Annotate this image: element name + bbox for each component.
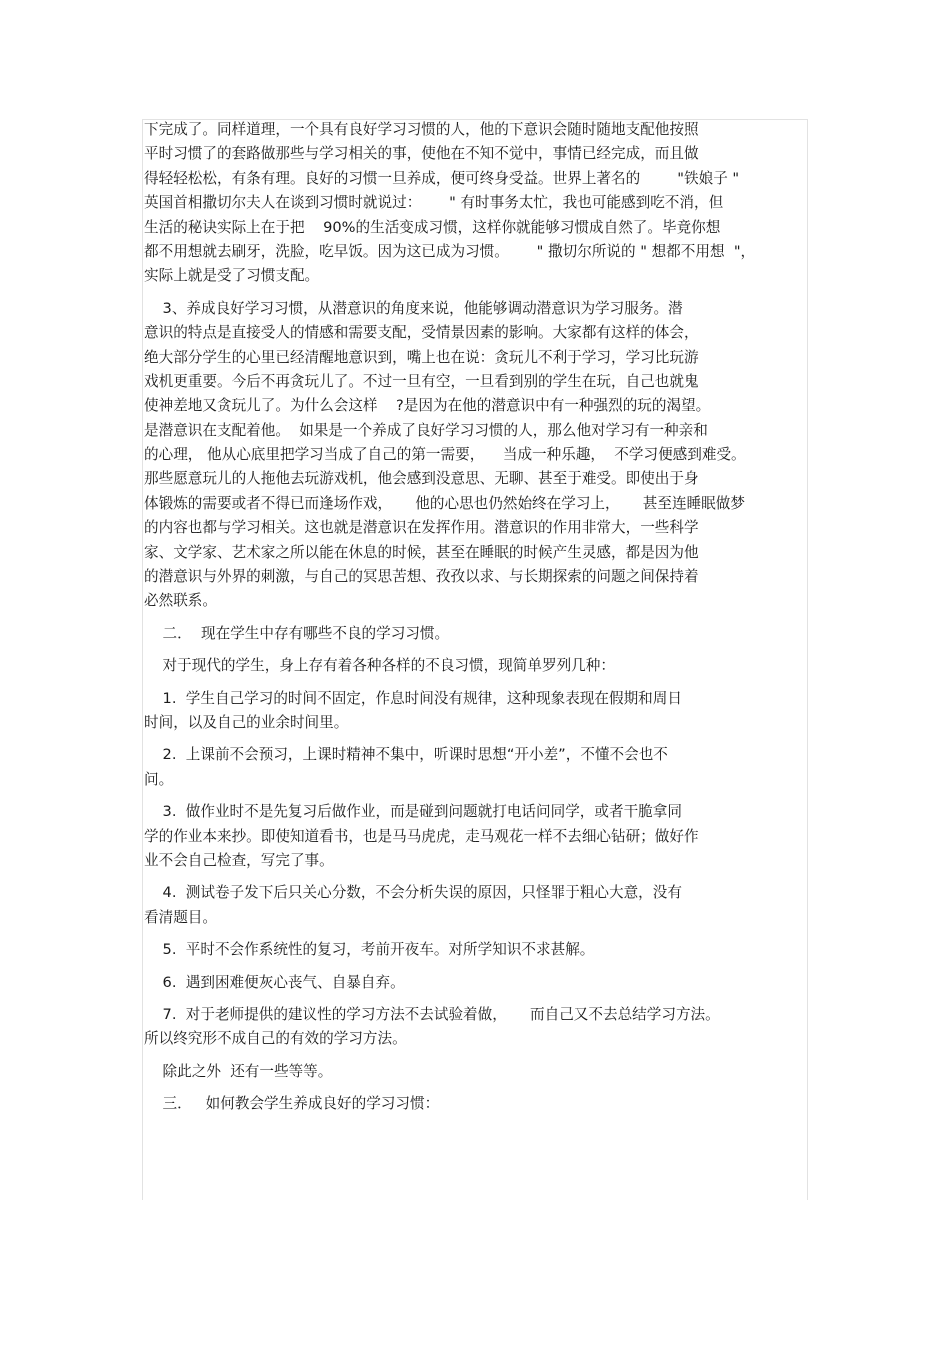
paragraph (144, 687, 808, 736)
text-line: 使神差地又贪玩儿了。为什么会这样 ?是因为在他的潜意识中有一种强烈的玩的渴望。 (144, 397, 711, 415)
text-line: 戏机更重要。今后不再贪玩儿了。不过一旦有空，一旦看到别的学生在玩，自己也就鬼 (144, 372, 699, 390)
text-line: 家、文学家、艺术家之所以能在休息的时候，甚至在睡眠的时候产生灵感，都是因为他 (144, 543, 699, 561)
text-line: 下完成了。同样道理，一个具有良好学习习惯的人，他的下意识会随时随地支配他按照 (144, 121, 699, 138)
paragraph (144, 118, 808, 289)
text-line: 那些愿意玩儿的人拖他去玩游戏机，他会感到没意思、无聊、甚至于难受。即使出于身 (144, 470, 699, 488)
text-line: 实际上就是受了习惯支配。 (144, 267, 320, 285)
document-body (144, 118, 808, 1124)
text-line: 是潜意识在支配着他。 如果是一个养成了良好学习习惯的人，那么他对学习有一种亲和 (144, 421, 708, 439)
paragraph (144, 654, 808, 678)
text-line: 意识的特点是直接受人的情感和需要支配，受情景因素的影响。大家都有这样的体会， (144, 324, 699, 342)
paragraph (144, 622, 808, 646)
text-line: 1. 学生自己学习的时间不固定，作息时间没有规律，这种现象表现在假期和周日 (144, 689, 682, 707)
paragraph (144, 800, 808, 873)
text-line: 3、养成良好学习习惯，从潜意识的角度来说，他能够调动潜意识为学习服务。潜 (144, 299, 683, 317)
text-line: 的心理， 他从心底里把学习当成了自己的第一需要， 当成一种乐趣， 不学习便感到难受。 (144, 446, 746, 464)
paragraph (144, 1003, 808, 1052)
text-line: 英国首相撒切尔夫人在谈到习惯时就说过： " 有时事务太忙，我也可能感到吃不消，但 (144, 194, 724, 212)
text-line: 的潜意识与外界的刺激，与自己的冥思苦想、孜孜以求、与长期探索的问题之间保持着 (144, 568, 699, 586)
text-line: 所以终究形不成自己的有效的学习方法。 (144, 1030, 407, 1048)
text-line: 4. 测试卷子发下后只关心分数，不会分析失误的原因，只怪罪于粗心大意，没有 (144, 884, 682, 902)
text-line: 5. 平时不会作系统性的复习，考前开夜车。对所学知识不求甚解。 (144, 941, 595, 959)
paragraph (144, 938, 808, 962)
text-line: 都不用想就去刷牙，洗脸，吃早饭。因为这已成为习惯。 " 撒切尔所说的 " 想都不用想 "， (144, 242, 756, 260)
text-line: 2. 上课前不会预习，上课时精神不集中，听课时思想“开小差”，不懂不会也不 (144, 746, 668, 764)
text-line: 问。 (144, 770, 174, 788)
text-line: 的内容也都与学习相关。这也就是潜意识在发挥作用。潜意识的作用非常大，一些科学 (144, 519, 699, 537)
paragraph (144, 971, 808, 995)
paragraph (144, 743, 808, 792)
text-line: 6. 遇到困难便灰心丧气、自暴自弃。 (144, 973, 405, 991)
text-line: 绝大部分学生的心里已经清醒地意识到，嘴上也在说：贪玩儿不利于学习，学习比玩游 (144, 348, 699, 366)
text-line: 看清题目。 (144, 908, 217, 926)
text-line: 除此之外 还有一些等等。 (144, 1062, 333, 1080)
text-line: 对于现代的学生，身上存有着各种各样的不良习惯，现简单罗列几种： (144, 657, 615, 675)
text-line: 7. 对于老师提供的建议性的学习方法不去试验着做， 而自己又不去总结学习方法。 (144, 1005, 720, 1023)
text-line: 体锻炼的需要或者不得已而逢场作戏， 他的心思也仍然始终在学习上， 甚至连睡眠做梦 (144, 494, 745, 512)
paragraph (144, 1060, 808, 1084)
text-line: 二． 现在学生中存有哪些不良的学习习惯。 (144, 624, 450, 642)
text-line: 必然联系。 (144, 592, 217, 610)
paragraph (144, 881, 808, 930)
text-line: 生活的秘诀实际上在于把 90%的生活变成习惯，这样你就能够习惯成自然了。毕竟你想 (144, 218, 721, 236)
text-line: 时间，以及自己的业余时间里。 (144, 713, 349, 731)
text-line: 学的作业本来抄。即使知道看书，也是马马虎虎，走马观花一样不去细心钻研；做好作 (144, 827, 699, 845)
text-line: 平时习惯了的套路做那些与学习相关的事，使他在不知不觉中，事情已经完成，而且做 (144, 145, 699, 163)
paragraph (144, 297, 808, 614)
text-line: 得轻轻松松，有条有理。良好的习惯一旦养成，便可终身受益。世界上著名的 "铁娘子 " (144, 169, 740, 187)
text-line: 业不会自己检查，写完了事。 (144, 851, 334, 869)
text-line: 3. 做作业时不是先复习后做作业，而是碰到问题就打电话问同学，或者干脆拿同 (144, 803, 682, 821)
text-line: 三． 如何教会学生养成良好的学习习惯： (144, 1095, 440, 1113)
paragraph (144, 1092, 808, 1116)
